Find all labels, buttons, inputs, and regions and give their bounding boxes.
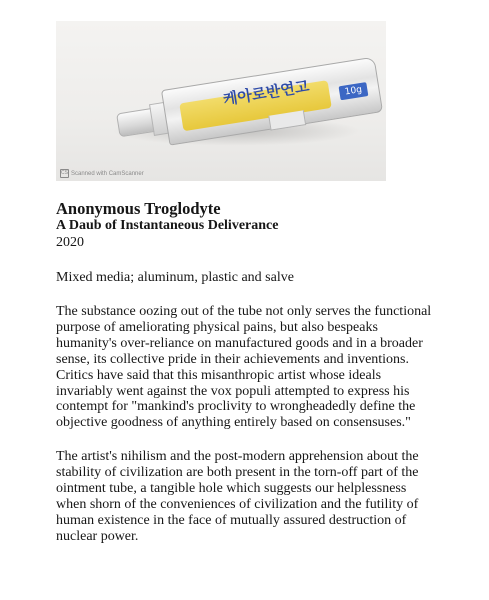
tube-dose-badge: 10g	[339, 82, 369, 100]
tube-label: 케아로반연고	[221, 77, 311, 109]
artwork-medium: Mixed media; aluminum, plastic and salve	[56, 270, 294, 285]
artist-name: Anonymous Troglodyte	[56, 199, 221, 218]
artwork-photo	[56, 21, 386, 181]
artwork-title: A Daub of Instantaneous Deliverance	[56, 218, 279, 233]
artwork-description	[56, 199, 436, 545]
artwork-year: 2020	[56, 235, 84, 250]
camscanner-icon: CS	[61, 170, 68, 176]
watermark-text: Scanned with CamScanner	[71, 170, 144, 177]
description-paragraph-1: The substance oozing out of the tube not only serves the functional purpose of ameliorating physical pains, but also bespeaks humanity's over-reliance on manufactured goods and in a broader sense, its collective pride in their achievements and inventions. Critics have said that this misanthropic artist whose ideals invariably went against the vox populi attempted to express his contempt for "mankind's proclivity to wrongheadedly define the objective goodness of anything entirely based on consensuses."	[56, 304, 432, 431]
description-paragraph-2: The artist's nihilism and the post-modern apprehension about the stability of civilization are both present in the torn-off part of the ointment tube, a tangible hole which suggests our helplessness when shorn of the conveniences of civilization and the futility of human existence in the face of mutually assured destruction of nuclear power.	[56, 449, 419, 544]
scanner-watermark	[60, 169, 144, 178]
